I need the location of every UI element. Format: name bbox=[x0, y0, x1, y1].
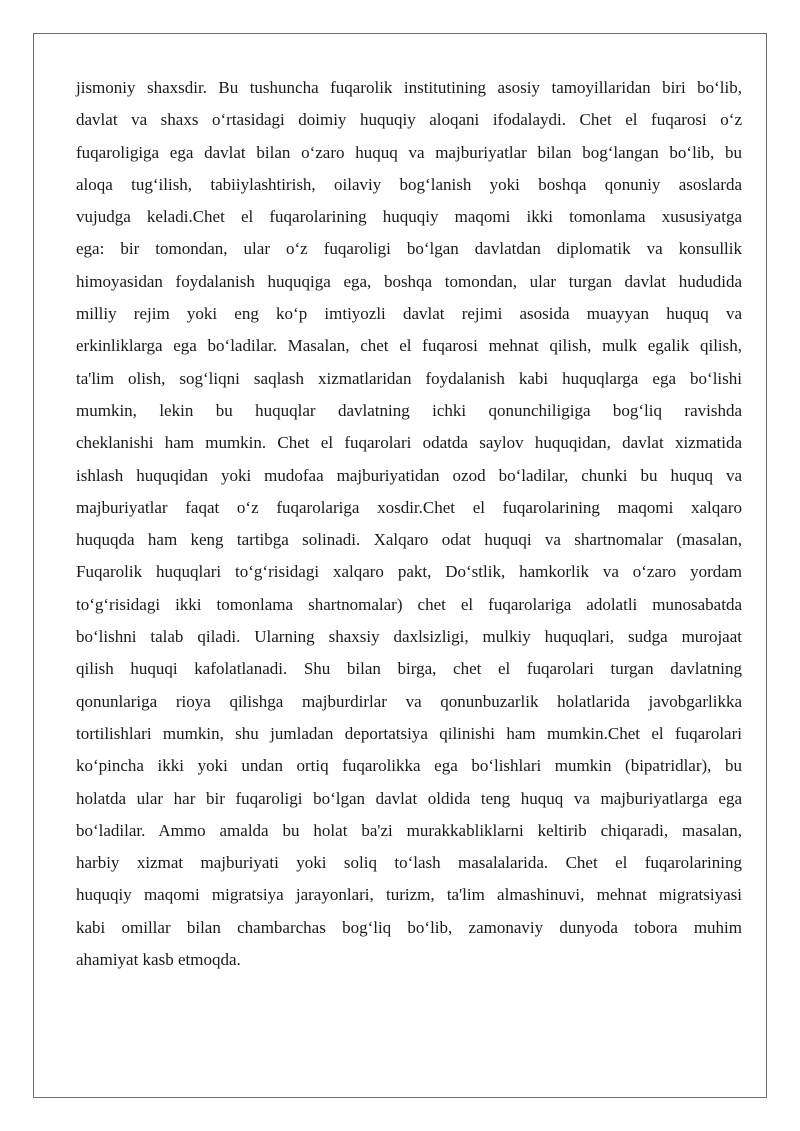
text-line: huquqiy maqomi migratsiya jarayonlari, turizm, ta'lim almashinuvi, mehnat migratsiyasi bbox=[76, 885, 742, 905]
text-line: ishlash huquqidan yoki mudofaa majburiyatidan ozod bo‘ladilar, chunki bu huquq va bbox=[76, 465, 742, 485]
text-line: huquqda ham keng tartibga solinadi. Xalqaro odat huquqi va shartnomalar (masalan, bbox=[76, 530, 742, 550]
text-line: aloqa tug‘ilish, tabiiylashtirish, oilaviy bog‘lanish yoki boshqa qonuniy asoslarda bbox=[76, 174, 742, 194]
text-line: kabi omillar bilan chambarchas bog‘liq bo‘lib, zamonaviy dunyoda tobora muhim bbox=[76, 917, 742, 937]
text-line: Fuqarolik huquqlari to‘g‘risidagi xalqaro pakt, Do‘stlik, hamkorlik va o‘zaro yordam bbox=[76, 562, 742, 582]
text-line: ega: bir tomondan, ular o‘z fuqaroligi bo‘lgan davlatdan diplomatik va konsullik bbox=[76, 239, 742, 259]
text-line: mumkin, lekin bu huquqlar davlatning ichki qonunchiligiga bog‘liq ravishda bbox=[76, 400, 742, 420]
text-line: tortilishlari mumkin, shu jumladan deportatsiya qilinishi ham mumkin.Chet el fuqarolari bbox=[76, 723, 742, 743]
text-line: qilish huquqi kafolatlanadi. Shu bilan birga, chet el fuqarolari turgan davlatning bbox=[76, 659, 742, 679]
text-line: bo‘lishni talab qiladi. Ularning shaxsiy daxlsizligi, mulkiy huquqlari, sudga murojaat bbox=[76, 627, 742, 647]
text-line: ta'lim olish, sog‘liqni saqlash xizmatlaridan foydalanish kabi huquqlarga ega bo‘lishi bbox=[76, 368, 742, 388]
text-line: qonunlariga rioya qilishga majburdirlar va qonunbuzarlik holatlarida javobgarlikka bbox=[76, 691, 742, 711]
text-line: himoyasidan foydalanish huquqiga ega, boshqa tomondan, ular turgan davlat hududida bbox=[76, 271, 742, 291]
text-line: cheklanishi ham mumkin. Chet el fuqarolari odatda saylov huquqidan, davlat xizmatida bbox=[76, 433, 742, 453]
text-line: vujudga keladi.Chet el fuqarolarining huquqiy maqomi ikki tomonlama xususiyatga bbox=[76, 207, 742, 227]
text-line: ahamiyat kasb etmoqda. bbox=[76, 950, 241, 970]
text-line: erkinliklarga ega bo‘ladilar. Masalan, chet el fuqarosi mehnat qilish, mulk egalik qilish, bbox=[76, 336, 742, 356]
text-line: milliy rejim yoki eng ko‘p imtiyozli davlat rejimi asosida muayyan huquq va bbox=[76, 304, 742, 324]
text-line: fuqaroligiga ega davlat bilan o‘zaro huquq va majburiyatlar bilan bog‘langan bo‘lib, bu bbox=[76, 142, 742, 162]
text-line: davlat va shaxs o‘rtasidagi doimiy huquqiy aloqani ifodalaydi. Chet el fuqarosi o‘z bbox=[76, 110, 742, 130]
text-line: majburiyatlar faqat o‘z fuqarolariga xosdir.Chet el fuqarolarining maqomi xalqaro bbox=[76, 497, 742, 517]
text-line: jismoniy shaxsdir. Bu tushuncha fuqarolik institutining asosiy tamoyillaridan biri bo‘lib, bbox=[76, 78, 742, 97]
text-line: ko‘pincha ikki yoki undan ortiq fuqarolikka ega bo‘lishlari mumkin (bipatridlar), bu bbox=[76, 756, 742, 776]
text-line: bo‘ladilar. Ammo amalda bu holat ba'zi murakkabliklarni keltirib chiqaradi, masalan, bbox=[76, 820, 742, 840]
text-line: harbiy xizmat majburiyati yoki soliq to‘lash masalalarida. Chet el fuqarolarining bbox=[76, 853, 742, 873]
text-line: to‘g‘risidagi ikki tomonlama shartnomalar) chet el fuqarolariga adolatli munosabatda bbox=[76, 594, 742, 614]
text-line: holatda ular har bir fuqaroligi bo‘lgan davlat oldida teng huquq va majburiyatlarga ega bbox=[76, 788, 742, 808]
body-paragraph bbox=[76, 72, 742, 976]
